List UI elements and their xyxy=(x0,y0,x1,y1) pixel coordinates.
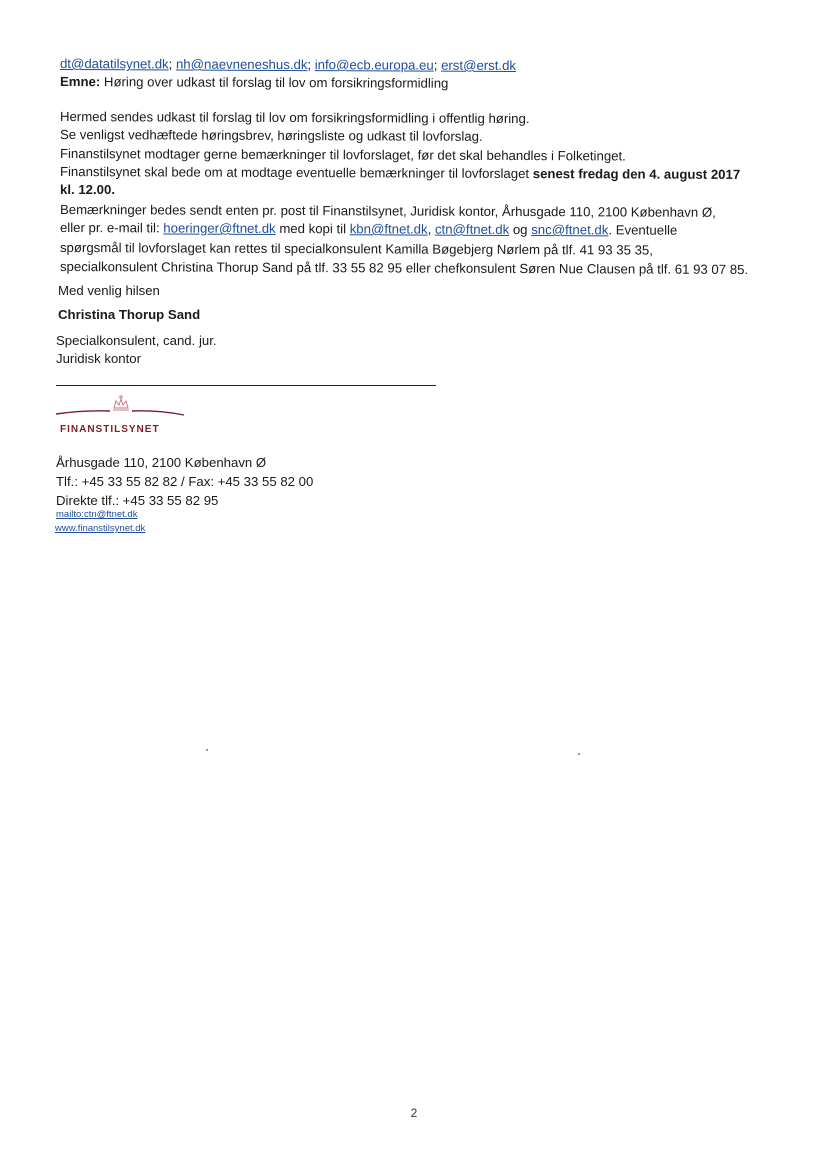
logo-wordmark: FINANSTILSYNET xyxy=(60,424,160,435)
deadline-date: senest fredag den 4. august 2017 xyxy=(532,166,741,182)
og-conjunction: og xyxy=(512,221,528,238)
website-link[interactable]: www.finanstilsynet.dk xyxy=(55,523,146,534)
mailto-link[interactable]: mailto:ctn@ftnet.dk xyxy=(56,509,138,520)
line-6-end: . Eventuelle xyxy=(608,222,678,238)
recipient-email-3[interactable]: info@ecb.europa.eu xyxy=(314,57,434,73)
deadline-intro: Finanstilsynet skal bede om at modtage eventuelle bemærkninger til lovforslaget xyxy=(59,163,530,182)
kbn-email-link[interactable]: kbn@ftnet.dk xyxy=(349,221,428,237)
recipient-email-1[interactable]: dt@datatilsynet.dk xyxy=(59,55,169,72)
page-number: 2 xyxy=(410,1106,418,1120)
subject-label: Emne: xyxy=(59,73,101,90)
contact-mailto xyxy=(56,509,137,521)
contact-website xyxy=(55,523,145,535)
signatory-name: Christina Thorup Sand xyxy=(58,307,201,322)
scan-speck xyxy=(578,753,580,755)
signatory-department: Juridisk kontor xyxy=(56,351,142,366)
crown-icon xyxy=(113,396,129,410)
copy-intro: med kopi til xyxy=(279,220,347,237)
greeting: Med venlig hilsen xyxy=(58,283,160,298)
recipient-email-4[interactable]: erst@erst.dk xyxy=(441,57,517,73)
snc-email-link[interactable]: snc@ftnet.dk xyxy=(531,222,609,238)
body-line-1: Hermed sendes udkast til forslag til lov om forsikringsformidling i offentlig høring. xyxy=(59,108,530,127)
body-line-4 xyxy=(60,163,740,183)
recipient-email-2[interactable]: nh@naevneneshus.dk xyxy=(175,56,308,73)
contact-direct-phone: Direkte tlf.: +45 33 55 82 95 xyxy=(56,493,219,508)
contact-address: Århusgade 110, 2100 København Ø xyxy=(56,455,267,470)
recipient-separator: ; xyxy=(307,57,312,73)
deadline-time: kl. 12.00. xyxy=(60,182,115,197)
comma-separator: , xyxy=(427,221,432,237)
body-line-7: spørgsmål til lovforslaget kan rettes til specialkonsulent Kamilla Bøgebjerg Nørlem på tlf. 41 93 35 35, xyxy=(59,239,653,258)
recipient-separator: ; xyxy=(433,57,438,73)
recipients-line xyxy=(60,55,516,74)
signatory-title: Specialkonsulent, cand. jur. xyxy=(56,333,217,348)
subject-text: Høring over udkast til forslag til lov om forsikringsformidling xyxy=(103,74,449,91)
hoeringer-email-link[interactable]: hoeringer@ftnet.dk xyxy=(163,220,276,236)
email-intro: eller pr. e-mail til: xyxy=(59,219,160,236)
subject-line xyxy=(60,73,449,92)
contact-phone-fax: Tlf.: +45 33 55 82 82 / Fax: +45 33 55 82 00 xyxy=(56,474,314,489)
body-line-6 xyxy=(60,219,677,239)
ctn-email-link[interactable]: ctn@ftnet.dk xyxy=(434,221,510,237)
signature-divider xyxy=(56,385,436,386)
body-line-3: Finanstilsynet modtager gerne bemærkninger til lovforslaget, før det skal behandles i Folketinget. xyxy=(59,145,626,164)
scan-speck xyxy=(206,749,208,751)
recipient-separator: ; xyxy=(168,56,173,72)
body-line-8: specialkonsulent Christina Thorup Sand på tlf. 33 55 82 95 eller chefkonsulent Søren Nue Clausen på tlf. 61 93 07 85. xyxy=(59,259,749,278)
body-line-5: Bemærkninger bedes sendt enten pr. post til Finanstilsynet, Juridisk kontor, Århusgade 110, 2100 København Ø, xyxy=(59,201,716,220)
body-line-2: Se venligst vedhæftede høringsbrev, høringsliste og udkast til lovforslag. xyxy=(59,126,483,144)
